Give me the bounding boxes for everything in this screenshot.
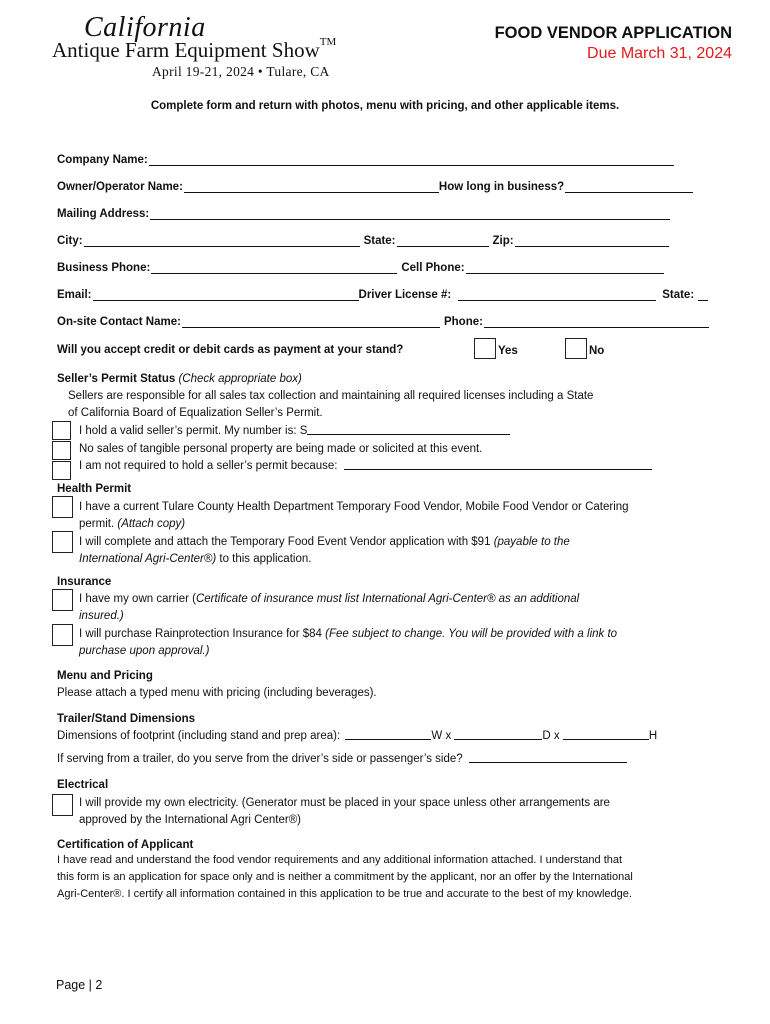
company-name-label: Company Name: (57, 154, 148, 166)
not-required-checkbox[interactable] (52, 461, 71, 480)
rainprotection-checkbox[interactable] (52, 624, 73, 646)
health-permit-title: Health Permit (57, 483, 132, 495)
page-number: Page | 2 (56, 978, 103, 992)
license-state-label: State: (662, 289, 695, 301)
onsite-phone-label: Phone: (443, 316, 483, 328)
attach-copy-note: (Attach copy) (117, 518, 186, 530)
to-application-text: to this application. (219, 553, 312, 565)
business-phone-field[interactable] (151, 261, 397, 274)
height-field[interactable] (563, 728, 649, 740)
owner-operator-label: Owner/Operator Name: (57, 181, 183, 193)
own-electricity-checkbox[interactable] (52, 794, 73, 816)
depth-field[interactable] (454, 728, 542, 740)
health-permit-word: permit. (79, 518, 115, 530)
agri-center-note: International Agri-Center®) (79, 553, 217, 565)
dimensions-row (57, 728, 657, 745)
payable-note: (payable to the (493, 536, 570, 548)
cell-phone-field[interactable] (466, 261, 664, 274)
credit-question: Will you accept credit or debit cards as payment at your stand? (57, 344, 404, 356)
certification-line1: I have read and understand the food vendor requirements and any additional information attached. I understand that (57, 854, 623, 866)
logo-date-text: April 19-21, 2024 • Tulare, CA (152, 64, 330, 79)
height-unit: H (648, 730, 658, 742)
certification-line2: this form is an application for space only and is neither a commitment by the applicant, nor an offer by the International (57, 871, 633, 883)
sellers-permit-number-field[interactable] (307, 423, 510, 435)
temp-food-event-checkbox[interactable] (52, 531, 73, 553)
form-title: FOOD VENDOR APPLICATION (494, 24, 732, 42)
current-health-permit-line1: I have a current Tulare County Health Department Temporary Food Vendor, Mobile Food Vendor or Catering (79, 501, 629, 513)
how-long-field[interactable] (565, 180, 693, 193)
driver-license-field[interactable] (458, 288, 656, 301)
email-row (57, 285, 708, 301)
mailing-address-field[interactable] (150, 207, 670, 220)
sellers-permit-valid-label: I hold a valid seller’s permit. My number is: S (79, 425, 308, 437)
credit-no-checkbox[interactable] (565, 338, 587, 359)
sellers-permit-line2: of California Board of Equalization Seller’s Permit. (68, 407, 323, 419)
certification-line3: Agri-Center®. I certify all information contained in this application to be true and accurate to the best of my knowledge. (57, 888, 632, 900)
no-sales-checkbox[interactable] (52, 441, 71, 460)
sellers-permit-valid-option (79, 423, 510, 440)
no-sales-label: No sales of tangible personal property are being made or solicited at this event. (79, 443, 483, 455)
logo-show-name: Antique Farm Equipment Show (52, 38, 320, 62)
own-carrier-checkbox[interactable] (52, 589, 73, 611)
current-health-permit-line2 (79, 516, 185, 533)
business-phone-label: Business Phone: (57, 262, 151, 274)
sellers-permit-heading (57, 371, 302, 388)
dimensions-label: Dimensions of footprint (including stand and prep area): (57, 730, 341, 742)
fee-note: (Fee subject to change. You will be provided with a link to (325, 628, 618, 640)
sellers-permit-note: (Check appropriate box) (178, 373, 302, 385)
not-required-label: I am not required to hold a seller’s permit because: (79, 460, 338, 472)
trailer-side-question: If serving from a trailer, do you serve from the driver’s side or passenger’s side? (57, 753, 463, 765)
company-name-row (57, 150, 674, 166)
sellers-permit-title: Seller’s Permit Status (57, 373, 176, 385)
electrical-line2: approved by the International Agri Center®) (79, 814, 301, 826)
insurance-title: Insurance (57, 576, 112, 588)
mailing-address-label: Mailing Address: (57, 208, 150, 220)
zip-field[interactable] (515, 234, 669, 247)
menu-text: Please attach a typed menu with pricing (including beverages). (57, 687, 377, 699)
temp-food-event-text: I will complete and attach the Temporary Food Event Vendor application with $91 (79, 536, 491, 548)
rainprotection-text: I will purchase Rainprotection Insurance for $84 (79, 628, 322, 640)
current-health-permit-checkbox[interactable] (52, 496, 73, 518)
credit-yes-label: Yes (498, 345, 518, 357)
company-name-field[interactable] (149, 153, 674, 166)
trailer-side-field[interactable] (469, 751, 627, 763)
temp-food-event-line1 (79, 534, 570, 551)
zip-label: Zip: (492, 235, 514, 247)
cell-phone-label: Cell Phone: (401, 262, 465, 274)
onsite-contact-label: On-site Contact Name: (57, 316, 181, 328)
width-field[interactable] (345, 728, 431, 740)
own-carrier-text: I have my own carrier ( (79, 593, 196, 605)
own-carrier-line2: insured.) (79, 610, 124, 622)
owner-operator-field[interactable] (184, 180, 439, 193)
rainprotection-line1 (79, 626, 617, 643)
width-unit: W x (431, 730, 452, 742)
instructions: Complete form and return with photos, menu with pricing, and other applicable items. (150, 100, 620, 112)
sellers-permit-line1: Sellers are responsible for all sales tax collection and maintaining all required licenses including a State (68, 390, 594, 402)
trademark-mark: TM (319, 36, 337, 48)
not-required-option (79, 458, 652, 475)
sellers-permit-valid-checkbox[interactable] (52, 421, 71, 440)
license-state-field[interactable] (698, 288, 708, 301)
city-row (57, 231, 669, 247)
onsite-phone-field[interactable] (484, 315, 709, 328)
onsite-row (57, 312, 709, 328)
owner-row (57, 177, 693, 193)
how-long-label: How long in business? (438, 181, 565, 193)
state-label: State: (363, 235, 396, 247)
email-label: Email: (57, 289, 92, 301)
rainprotection-line2: purchase upon approval.) (79, 645, 210, 657)
email-field[interactable] (93, 288, 359, 301)
city-field[interactable] (84, 234, 360, 247)
city-label: City: (57, 235, 83, 247)
trailer-side-row (57, 751, 627, 768)
depth-unit: D x (542, 730, 560, 742)
menu-title: Menu and Pricing (57, 670, 153, 682)
state-field[interactable] (397, 234, 489, 247)
trailer-title: Trailer/Stand Dimensions (57, 713, 196, 725)
electrical-line1: I will provide my own electricity. (Generator must be placed in your space unless other arrangements are (79, 797, 610, 809)
onsite-contact-field[interactable] (182, 315, 440, 328)
logo-main-text (52, 38, 336, 63)
certification-title: Certification of Applicant (57, 839, 194, 851)
certificate-note: Certificate of insurance must list International Agri-Center® as an additional (195, 593, 580, 605)
driver-license-label: Driver License #: (358, 289, 452, 301)
not-required-reason-field[interactable] (344, 458, 652, 470)
own-carrier-line1 (79, 591, 579, 608)
phone-row (57, 258, 664, 274)
credit-yes-checkbox[interactable] (474, 338, 496, 359)
mailing-row (57, 204, 670, 220)
electrical-title: Electrical (57, 779, 109, 791)
temp-food-event-line2 (79, 551, 311, 568)
due-date: Due March 31, 2024 (587, 45, 732, 62)
logo-script-text: California (84, 12, 206, 43)
credit-no-label: No (589, 345, 605, 357)
